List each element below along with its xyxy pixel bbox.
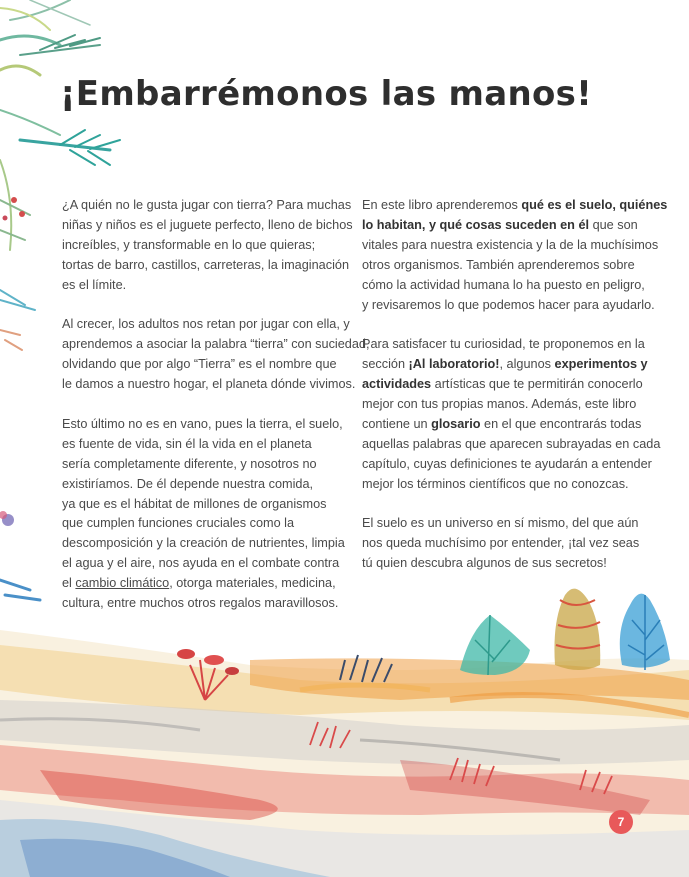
text-line: existiríamos. De él depende nuestra comida,	[62, 476, 314, 491]
text-line: olvidando que por algo “Tierra” es el nombre que	[62, 357, 337, 372]
text-line: ¿A quién no le gusta jugar con tierra? Para muchas	[62, 198, 352, 212]
text-line: Para satisfacer tu curiosidad, te proponemos en la	[362, 337, 645, 352]
text-fragment: artísticas que te permitirán conocerlo	[431, 377, 643, 392]
text-line: vitales para nuestra existencia y la de la muchísimos	[362, 237, 659, 252]
page-number-badge: 7	[609, 810, 633, 834]
right-column	[362, 196, 668, 594]
paragraph	[362, 196, 668, 315]
text-line: capítulo, cuyas definiciones te ayudarán a entender	[362, 456, 652, 471]
text-line: y revisaremos lo que podemos hacer para ayudarlo.	[362, 297, 655, 312]
paragraph	[62, 196, 353, 296]
text-line	[362, 355, 662, 375]
text-line: tortas de barro, castillos, carreteras, la imaginación	[62, 257, 350, 272]
text-line: increíbles, y transformable en lo que quieras;	[62, 237, 316, 252]
text-fragment: sección	[362, 357, 409, 372]
text-line	[362, 196, 668, 216]
text-line: es el límite.	[62, 277, 127, 292]
text-line: mejor con tus propias manos. Además, este libro	[362, 397, 637, 412]
bold-text: experimentos y	[554, 357, 648, 372]
page-title: ¡Embarrémonos las manos!	[60, 74, 593, 114]
text-fragment: En este libro aprenderemos	[362, 198, 522, 212]
teal-shrub	[460, 615, 530, 675]
text-line: descomposición y la creación de nutrientes, limpia	[62, 536, 345, 551]
blue-tree	[620, 594, 670, 670]
text-line: cómo la actividad humana lo ha puesto en peligro,	[362, 277, 645, 292]
text-line: niñas y niños es el juguete perfecto, lleno de bichos	[62, 217, 353, 232]
paragraph	[62, 415, 345, 614]
text-line	[362, 415, 662, 435]
paragraph	[62, 315, 370, 395]
text-line: aprendemos a asociar la palabra “tierra” con suciedad,	[62, 337, 370, 352]
text-line: el agua y el aire, nos ayuda en el combate contra	[62, 556, 340, 571]
text-line: tú quien descubra algunos de sus secretos!	[362, 556, 607, 571]
text-line: cultura, entre muchos otros regalos maravillosos.	[62, 596, 339, 611]
text-line: otros organismos. También aprenderemos sobre	[362, 257, 635, 272]
text-line: aquellas palabras que aparecen subrayadas en cada	[362, 436, 661, 451]
section-name-laboratorio: ¡Al laboratorio!	[408, 357, 500, 372]
paragraph	[362, 514, 662, 574]
bold-text: lo habitan, y qué cosas suceden en él	[362, 217, 590, 232]
text-line: El suelo es un universo en sí mismo, del que aún	[362, 516, 639, 531]
text-fragment: contiene un	[362, 416, 432, 431]
text-line: sería completamente diferente, y nosotros no	[62, 456, 317, 471]
text-line: le damos a nuestro hogar, el planeta dónde vivimos.	[62, 377, 356, 392]
text-line: Esto último no es en vano, pues la tierra, el suelo,	[62, 416, 343, 431]
text-line	[362, 216, 662, 236]
bold-text: qué es el suelo, quiénes	[521, 198, 668, 212]
text-line: que cumplen funciones cruciales como la	[62, 516, 295, 531]
text-line: Al crecer, los adultos nos retan por jugar con ella, y	[62, 317, 350, 332]
left-column	[62, 196, 370, 634]
text-line: ya que es el hábitat de millones de organismos	[62, 496, 327, 511]
glossary-term-link[interactable]: cambio climático	[75, 576, 170, 591]
orange-shrub	[554, 589, 600, 670]
text-line: mejor los términos científicos que no conozcas.	[362, 476, 629, 491]
text-fragment: , algunos	[499, 357, 555, 372]
text-line	[362, 375, 662, 395]
text-line: nos queda muchísimo por entender, ¡tal vez seas	[362, 536, 640, 551]
glossary-term: glosario	[431, 416, 481, 431]
text-fragment: que son	[589, 217, 638, 232]
text-fragment: el	[62, 576, 76, 591]
text-line: es fuente de vida, sin él la vida en el planeta	[62, 436, 312, 451]
paragraph	[362, 335, 662, 494]
bold-text: actividades	[362, 377, 432, 392]
text-line	[62, 574, 340, 594]
text-fragment: , otorga materiales, medicina,	[169, 576, 336, 591]
text-fragment: en el que encontrarás todas	[480, 416, 642, 431]
